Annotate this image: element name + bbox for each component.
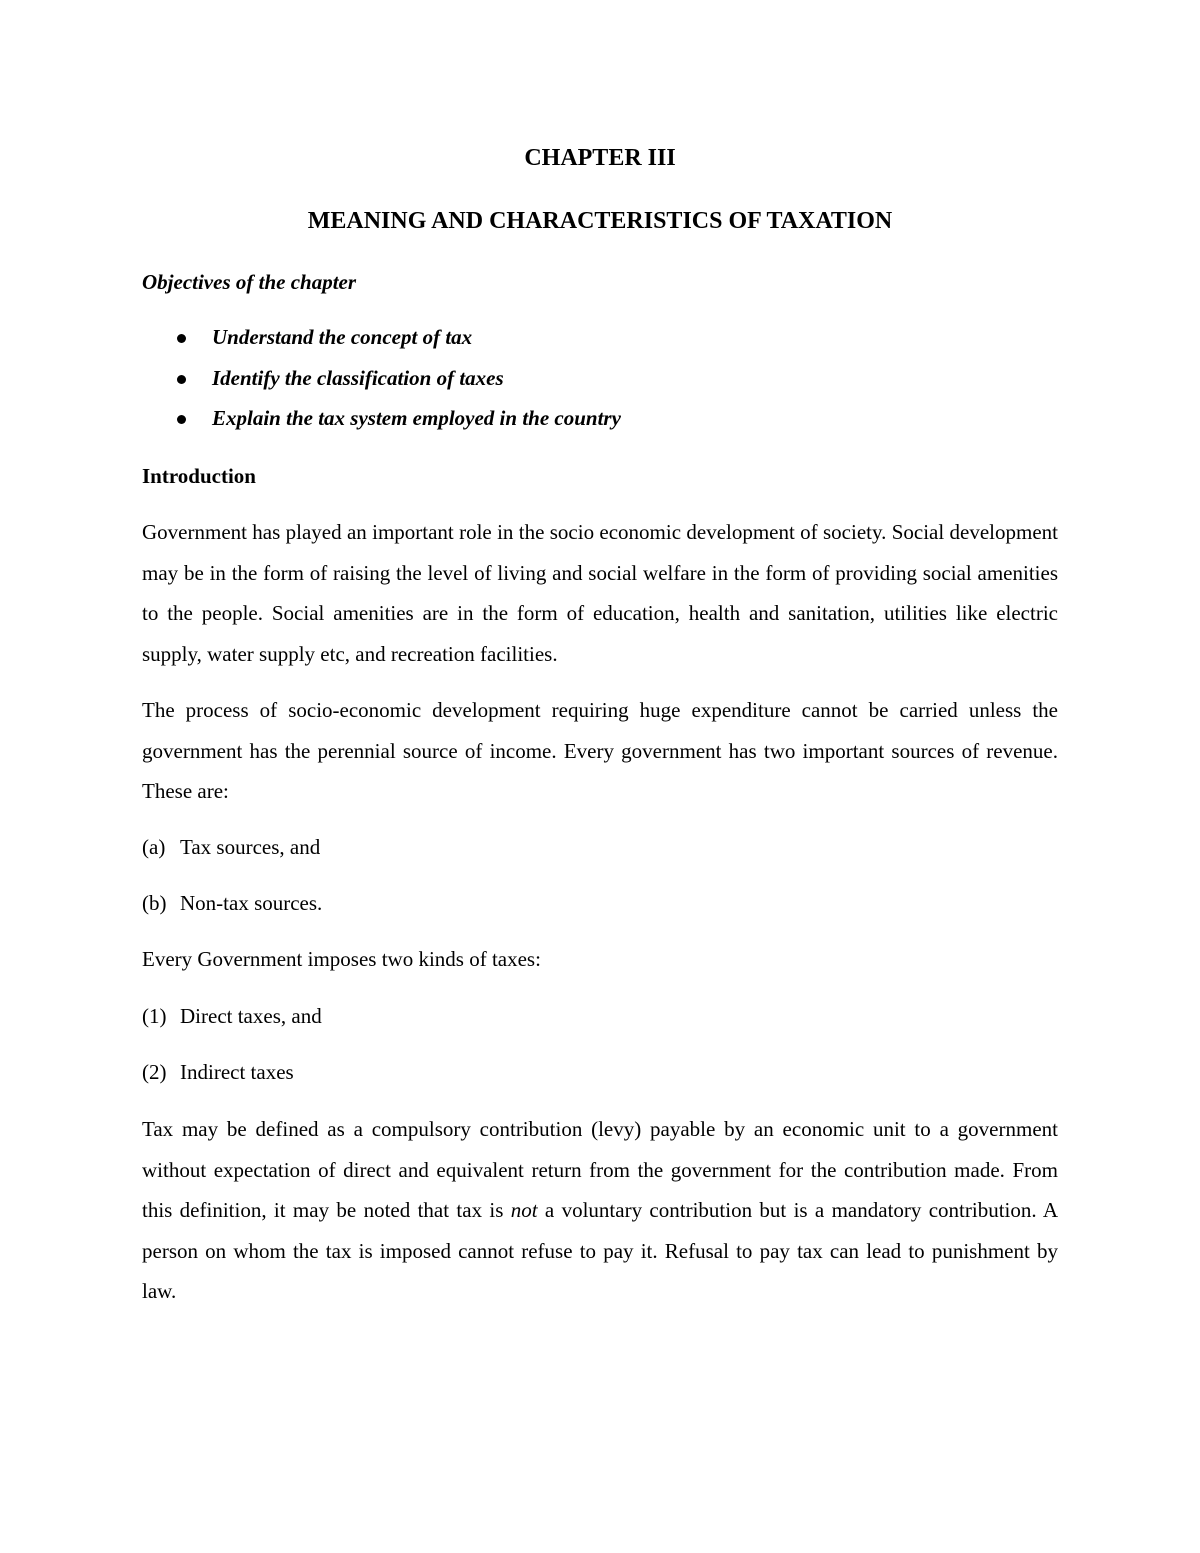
tax-definition-text-continued: a voluntary contribution but is a mandatory contribution. A person on whom the tax is imposed cannot refuse to pay it. Refusal to pay tax can lead to punishment by law. [142,1198,1058,1303]
list-item-text: Tax sources, and [180,835,321,859]
bullet-icon [177,415,186,424]
chapter-number-heading: CHAPTER III [524,145,676,171]
introduction-paragraph-2: The process of socio-economic development requiring huge expenditure cannot be carried unless the government has the perennial source of income. Every government has two important sources of revenue. These are: [142,698,1058,803]
tax-definition-text: Tax may be defined as a compulsory contribution (levy) payable by an economic unit to a government without expectation of direct and equivalent return from the government for the contribution made. From this definition, it may be noted that tax is [142,1117,1058,1222]
list-item-text: Indirect taxes [180,1060,294,1084]
list-marker: (1) [142,1004,167,1028]
objectives-label: Objectives of the chapter [142,270,357,294]
revenue-source-item [142,889,322,917]
bullet-icon [177,375,186,384]
list-item-text: Direct taxes, and [180,1004,322,1028]
bullet-icon [177,334,186,343]
objective-text: Explain the tax system employed in the country [212,406,621,430]
introduction-paragraph-3: Every Government imposes two kinds of taxes: [142,947,541,971]
emphasis-text: not [510,1198,538,1222]
list-item-text: Non-tax sources. [180,891,323,915]
revenue-source-item [142,833,320,861]
tax-kind-item [142,1002,322,1030]
tax-kind-item [142,1058,294,1086]
list-marker: (b) [142,891,167,915]
introduction-heading: Introduction [142,464,256,488]
objective-text: Identify the classification of taxes [212,365,504,390]
tax-definition-paragraph [142,1109,1058,1312]
introduction-paragraph-1: Government has played an important role in the socio economic development of society. Social development may be in the form of raising the level of living and social welfare in the form of providing social amenities to the people. Social amenities are in the form of education, health and sanitation, utilities like electric supply, water supply etc, and recreation facilities. [142,520,1058,666]
objective-text: Understand the concept of tax [212,325,473,349]
chapter-title: MEANING AND CHARACTERISTICS OF TAXATION [307,208,893,234]
list-marker: (a) [142,835,166,859]
list-marker: (2) [142,1060,167,1084]
